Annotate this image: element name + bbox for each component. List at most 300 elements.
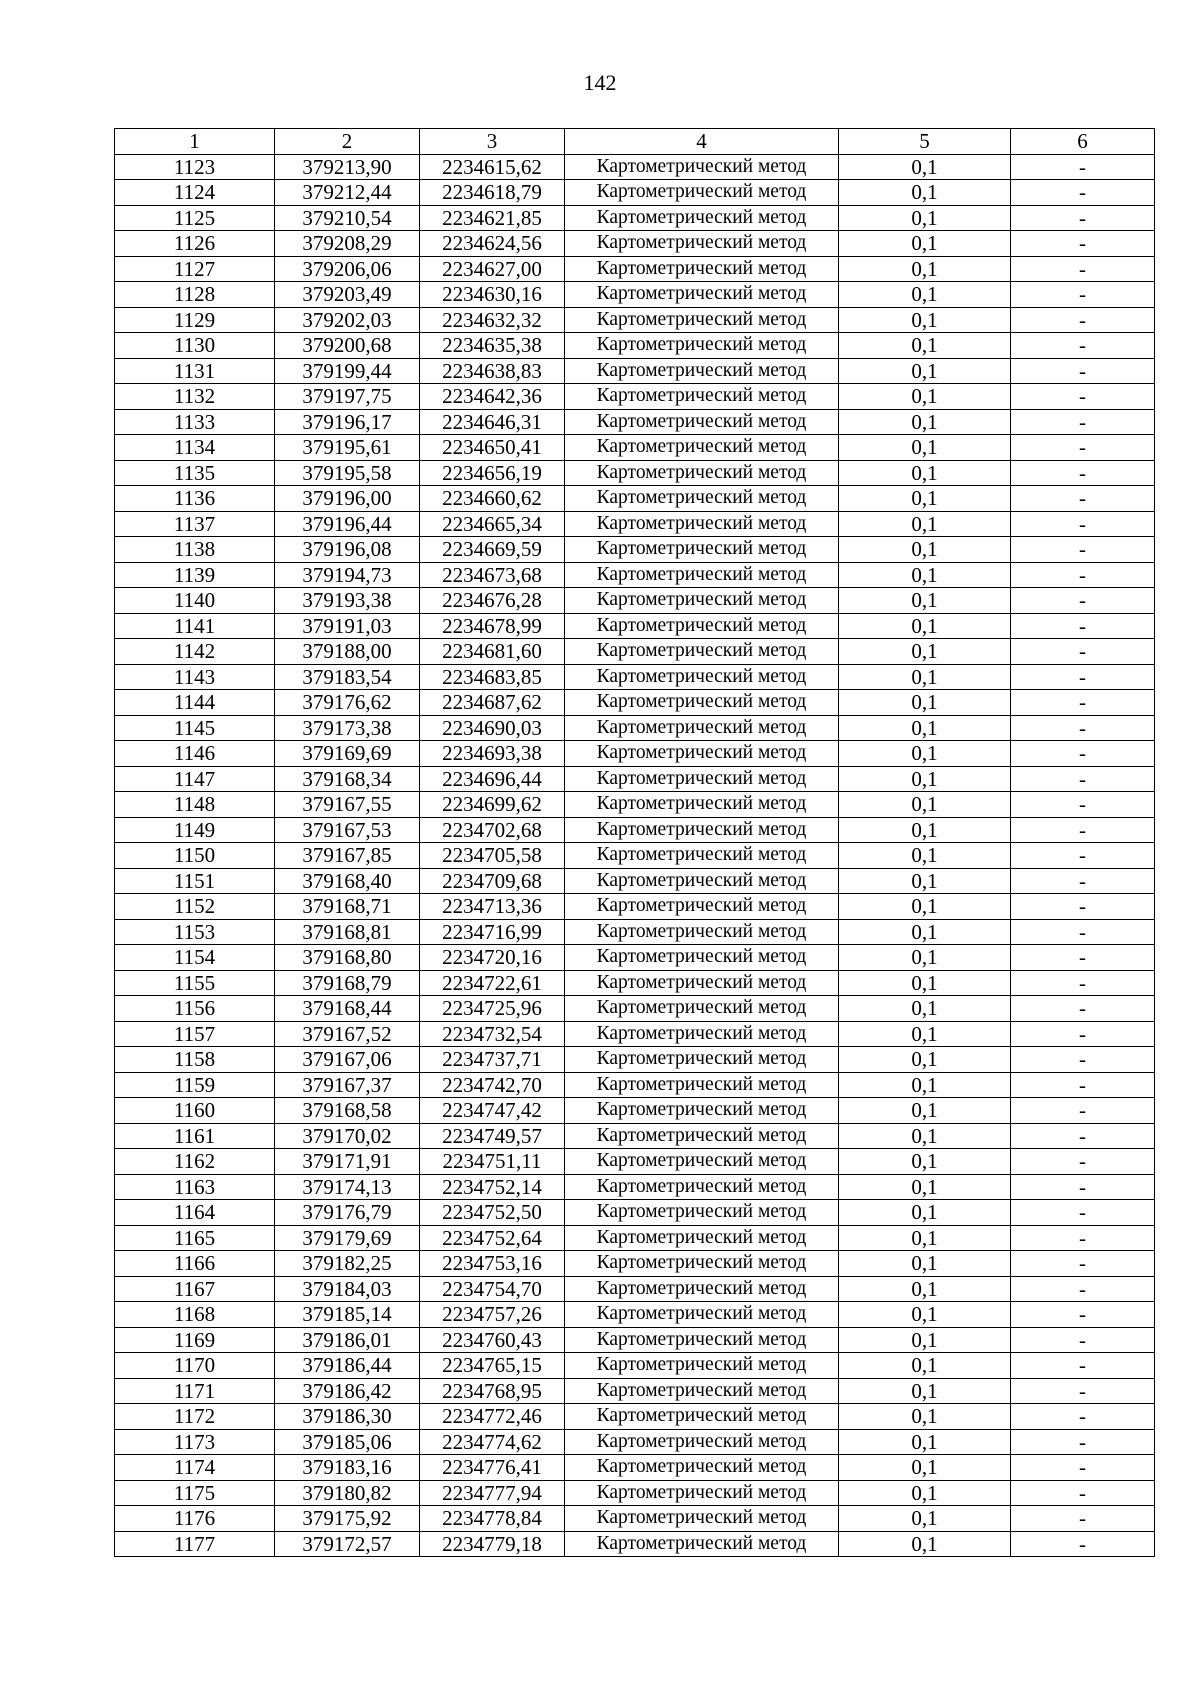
precision-cell: 0,1 [839, 766, 1011, 792]
note-cell: - [1011, 664, 1155, 690]
y-coordinate-cell: 2234683,85 [420, 664, 565, 690]
method-cell: Картометрический метод [565, 333, 839, 359]
column-header: 1 [115, 129, 275, 155]
method-cell: Картометрический метод [565, 817, 839, 843]
method-cell: Картометрический метод [565, 256, 839, 282]
table-row [115, 180, 1155, 206]
table-row [115, 588, 1155, 614]
y-coordinate-cell: 2234650,41 [420, 435, 565, 461]
precision-cell: 0,1 [839, 868, 1011, 894]
precision-cell: 0,1 [839, 409, 1011, 435]
note-cell: - [1011, 1302, 1155, 1328]
table-row [115, 1098, 1155, 1124]
point-number-cell: 1129 [115, 307, 275, 333]
x-coordinate-cell: 379167,85 [275, 843, 420, 869]
method-cell: Картометрический метод [565, 1276, 839, 1302]
y-coordinate-cell: 2234630,16 [420, 282, 565, 308]
note-cell: - [1011, 1200, 1155, 1226]
note-cell: - [1011, 1149, 1155, 1175]
note-cell: - [1011, 460, 1155, 486]
table-row [115, 1353, 1155, 1379]
x-coordinate-cell: 379194,73 [275, 562, 420, 588]
table-row [115, 154, 1155, 180]
table-row [115, 205, 1155, 231]
table-row [115, 1047, 1155, 1073]
precision-cell: 0,1 [839, 664, 1011, 690]
point-number-cell: 1159 [115, 1072, 275, 1098]
precision-cell: 0,1 [839, 537, 1011, 563]
y-coordinate-cell: 2234749,57 [420, 1123, 565, 1149]
table-row [115, 1429, 1155, 1455]
point-number-cell: 1172 [115, 1404, 275, 1430]
note-cell: - [1011, 588, 1155, 614]
note-cell: - [1011, 1429, 1155, 1455]
method-cell: Картометрический метод [565, 1531, 839, 1557]
table-row [115, 1327, 1155, 1353]
table-header [115, 129, 1155, 155]
note-cell: - [1011, 766, 1155, 792]
x-coordinate-cell: 379174,13 [275, 1174, 420, 1200]
y-coordinate-cell: 2234752,14 [420, 1174, 565, 1200]
precision-cell: 0,1 [839, 384, 1011, 410]
y-coordinate-cell: 2234716,99 [420, 919, 565, 945]
table-row [115, 1225, 1155, 1251]
method-cell: Картометрический метод [565, 639, 839, 665]
point-number-cell: 1174 [115, 1455, 275, 1481]
y-coordinate-cell: 2234638,83 [420, 358, 565, 384]
precision-cell: 0,1 [839, 1506, 1011, 1532]
method-cell: Картометрический метод [565, 1404, 839, 1430]
table-row [115, 664, 1155, 690]
precision-cell: 0,1 [839, 1480, 1011, 1506]
method-cell: Картометрический метод [565, 945, 839, 971]
method-cell: Картометрический метод [565, 231, 839, 257]
precision-cell: 0,1 [839, 1327, 1011, 1353]
y-coordinate-cell: 2234646,31 [420, 409, 565, 435]
precision-cell: 0,1 [839, 256, 1011, 282]
method-cell: Картометрический метод [565, 792, 839, 818]
x-coordinate-cell: 379200,68 [275, 333, 420, 359]
note-cell: - [1011, 1225, 1155, 1251]
precision-cell: 0,1 [839, 843, 1011, 869]
y-coordinate-cell: 2234635,38 [420, 333, 565, 359]
precision-cell: 0,1 [839, 1072, 1011, 1098]
precision-cell: 0,1 [839, 1353, 1011, 1379]
precision-cell: 0,1 [839, 1174, 1011, 1200]
note-cell: - [1011, 333, 1155, 359]
y-coordinate-cell: 2234624,56 [420, 231, 565, 257]
table-row [115, 1302, 1155, 1328]
y-coordinate-cell: 2234678,99 [420, 613, 565, 639]
point-number-cell: 1131 [115, 358, 275, 384]
x-coordinate-cell: 379206,06 [275, 256, 420, 282]
x-coordinate-cell: 379212,44 [275, 180, 420, 206]
y-coordinate-cell: 2234665,34 [420, 511, 565, 537]
method-cell: Картометрический метод [565, 664, 839, 690]
note-cell: - [1011, 205, 1155, 231]
method-cell: Картометрический метод [565, 715, 839, 741]
y-coordinate-cell: 2234779,18 [420, 1531, 565, 1557]
y-coordinate-cell: 2234778,84 [420, 1506, 565, 1532]
point-number-cell: 1123 [115, 154, 275, 180]
note-cell: - [1011, 384, 1155, 410]
precision-cell: 0,1 [839, 1378, 1011, 1404]
point-number-cell: 1151 [115, 868, 275, 894]
point-number-cell: 1141 [115, 613, 275, 639]
note-cell: - [1011, 1276, 1155, 1302]
y-coordinate-cell: 2234709,68 [420, 868, 565, 894]
precision-cell: 0,1 [839, 1098, 1011, 1124]
y-coordinate-cell: 2234732,54 [420, 1021, 565, 1047]
column-header: 5 [839, 129, 1011, 155]
precision-cell: 0,1 [839, 945, 1011, 971]
y-coordinate-cell: 2234776,41 [420, 1455, 565, 1481]
point-number-cell: 1150 [115, 843, 275, 869]
point-number-cell: 1133 [115, 409, 275, 435]
method-cell: Картометрический метод [565, 690, 839, 716]
x-coordinate-cell: 379176,79 [275, 1200, 420, 1226]
table-row [115, 435, 1155, 461]
y-coordinate-cell: 2234742,70 [420, 1072, 565, 1098]
precision-cell: 0,1 [839, 231, 1011, 257]
precision-cell: 0,1 [839, 919, 1011, 945]
method-cell: Картометрический метод [565, 741, 839, 767]
table-row [115, 1506, 1155, 1532]
method-cell: Картометрический метод [565, 1353, 839, 1379]
x-coordinate-cell: 379183,16 [275, 1455, 420, 1481]
table-row [115, 1123, 1155, 1149]
y-coordinate-cell: 2234687,62 [420, 690, 565, 716]
point-number-cell: 1125 [115, 205, 275, 231]
y-coordinate-cell: 2234752,50 [420, 1200, 565, 1226]
method-cell: Картометрический метод [565, 766, 839, 792]
note-cell: - [1011, 358, 1155, 384]
x-coordinate-cell: 379182,25 [275, 1251, 420, 1277]
y-coordinate-cell: 2234722,61 [420, 970, 565, 996]
note-cell: - [1011, 231, 1155, 257]
x-coordinate-cell: 379197,75 [275, 384, 420, 410]
point-number-cell: 1177 [115, 1531, 275, 1557]
column-header: 4 [565, 129, 839, 155]
note-cell: - [1011, 537, 1155, 563]
table-row [115, 1149, 1155, 1175]
table-row [115, 1021, 1155, 1047]
y-coordinate-cell: 2234777,94 [420, 1480, 565, 1506]
method-cell: Картометрический метод [565, 486, 839, 512]
note-cell: - [1011, 1353, 1155, 1379]
note-cell: - [1011, 741, 1155, 767]
x-coordinate-cell: 379168,44 [275, 996, 420, 1022]
table-row [115, 1480, 1155, 1506]
note-cell: - [1011, 435, 1155, 461]
x-coordinate-cell: 379196,08 [275, 537, 420, 563]
precision-cell: 0,1 [839, 1225, 1011, 1251]
x-coordinate-cell: 379210,54 [275, 205, 420, 231]
note-cell: - [1011, 1098, 1155, 1124]
point-number-cell: 1136 [115, 486, 275, 512]
note-cell: - [1011, 409, 1155, 435]
x-coordinate-cell: 379193,38 [275, 588, 420, 614]
method-cell: Картометрический метод [565, 409, 839, 435]
x-coordinate-cell: 379167,53 [275, 817, 420, 843]
header-row [115, 129, 1155, 155]
method-cell: Картометрический метод [565, 894, 839, 920]
note-cell: - [1011, 282, 1155, 308]
x-coordinate-cell: 379196,44 [275, 511, 420, 537]
precision-cell: 0,1 [839, 1276, 1011, 1302]
note-cell: - [1011, 1404, 1155, 1430]
precision-cell: 0,1 [839, 333, 1011, 359]
precision-cell: 0,1 [839, 460, 1011, 486]
table-row [115, 766, 1155, 792]
precision-cell: 0,1 [839, 741, 1011, 767]
table-row [115, 486, 1155, 512]
table-row [115, 715, 1155, 741]
method-cell: Картометрический метод [565, 843, 839, 869]
precision-cell: 0,1 [839, 1429, 1011, 1455]
precision-cell: 0,1 [839, 358, 1011, 384]
method-cell: Картометрический метод [565, 1251, 839, 1277]
note-cell: - [1011, 1174, 1155, 1200]
note-cell: - [1011, 562, 1155, 588]
x-coordinate-cell: 379168,34 [275, 766, 420, 792]
note-cell: - [1011, 945, 1155, 971]
precision-cell: 0,1 [839, 154, 1011, 180]
table-row [115, 690, 1155, 716]
note-cell: - [1011, 639, 1155, 665]
table-row [115, 307, 1155, 333]
method-cell: Картометрический метод [565, 358, 839, 384]
note-cell: - [1011, 843, 1155, 869]
x-coordinate-cell: 379196,00 [275, 486, 420, 512]
method-cell: Картометрический метод [565, 588, 839, 614]
table-row [115, 384, 1155, 410]
column-header: 6 [1011, 129, 1155, 155]
method-cell: Картометрический метод [565, 1047, 839, 1073]
y-coordinate-cell: 2234725,96 [420, 996, 565, 1022]
point-number-cell: 1143 [115, 664, 275, 690]
point-number-cell: 1160 [115, 1098, 275, 1124]
x-coordinate-cell: 379170,02 [275, 1123, 420, 1149]
table-row [115, 1174, 1155, 1200]
point-number-cell: 1130 [115, 333, 275, 359]
y-coordinate-cell: 2234642,36 [420, 384, 565, 410]
table-row [115, 945, 1155, 971]
x-coordinate-cell: 379195,58 [275, 460, 420, 486]
precision-cell: 0,1 [839, 1021, 1011, 1047]
x-coordinate-cell: 379179,69 [275, 1225, 420, 1251]
x-coordinate-cell: 379196,17 [275, 409, 420, 435]
method-cell: Картометрический метод [565, 307, 839, 333]
y-coordinate-cell: 2234615,62 [420, 154, 565, 180]
note-cell: - [1011, 486, 1155, 512]
point-number-cell: 1145 [115, 715, 275, 741]
note-cell: - [1011, 1021, 1155, 1047]
point-number-cell: 1162 [115, 1149, 275, 1175]
precision-cell: 0,1 [839, 562, 1011, 588]
point-number-cell: 1166 [115, 1251, 275, 1277]
x-coordinate-cell: 379202,03 [275, 307, 420, 333]
table-row [115, 996, 1155, 1022]
table-row [115, 970, 1155, 996]
note-cell: - [1011, 1455, 1155, 1481]
page-number: 142 [583, 70, 617, 95]
method-cell: Картометрический метод [565, 384, 839, 410]
y-coordinate-cell: 2234751,11 [420, 1149, 565, 1175]
y-coordinate-cell: 2234696,44 [420, 766, 565, 792]
precision-cell: 0,1 [839, 894, 1011, 920]
method-cell: Картометрический метод [565, 1302, 839, 1328]
note-cell: - [1011, 817, 1155, 843]
precision-cell: 0,1 [839, 792, 1011, 818]
point-number-cell: 1173 [115, 1429, 275, 1455]
x-coordinate-cell: 379168,81 [275, 919, 420, 945]
y-coordinate-cell: 2234699,62 [420, 792, 565, 818]
precision-cell: 0,1 [839, 282, 1011, 308]
x-coordinate-cell: 379167,37 [275, 1072, 420, 1098]
point-number-cell: 1149 [115, 817, 275, 843]
y-coordinate-cell: 2234693,38 [420, 741, 565, 767]
method-cell: Картометрический метод [565, 996, 839, 1022]
y-coordinate-cell: 2234720,16 [420, 945, 565, 971]
x-coordinate-cell: 379168,71 [275, 894, 420, 920]
point-number-cell: 1163 [115, 1174, 275, 1200]
table-row [115, 843, 1155, 869]
point-number-cell: 1169 [115, 1327, 275, 1353]
x-coordinate-cell: 379195,61 [275, 435, 420, 461]
table-row [115, 741, 1155, 767]
point-number-cell: 1140 [115, 588, 275, 614]
method-cell: Картометрический метод [565, 1455, 839, 1481]
note-cell: - [1011, 613, 1155, 639]
x-coordinate-cell: 379186,30 [275, 1404, 420, 1430]
table-row [115, 792, 1155, 818]
x-coordinate-cell: 379185,06 [275, 1429, 420, 1455]
precision-cell: 0,1 [839, 486, 1011, 512]
point-number-cell: 1175 [115, 1480, 275, 1506]
method-cell: Картометрический метод [565, 613, 839, 639]
method-cell: Картометрический метод [565, 1149, 839, 1175]
point-number-cell: 1176 [115, 1506, 275, 1532]
y-coordinate-cell: 2234632,32 [420, 307, 565, 333]
x-coordinate-cell: 379168,58 [275, 1098, 420, 1124]
note-cell: - [1011, 792, 1155, 818]
method-cell: Картометрический метод [565, 1480, 839, 1506]
method-cell: Картометрический метод [565, 1021, 839, 1047]
table-row [115, 1251, 1155, 1277]
precision-cell: 0,1 [839, 1455, 1011, 1481]
precision-cell: 0,1 [839, 817, 1011, 843]
x-coordinate-cell: 379168,80 [275, 945, 420, 971]
y-coordinate-cell: 2234713,36 [420, 894, 565, 920]
y-coordinate-cell: 2234656,19 [420, 460, 565, 486]
method-cell: Картометрический метод [565, 1327, 839, 1353]
y-coordinate-cell: 2234660,62 [420, 486, 565, 512]
method-cell: Картометрический метод [565, 1098, 839, 1124]
table-row [115, 919, 1155, 945]
x-coordinate-cell: 379188,00 [275, 639, 420, 665]
point-number-cell: 1135 [115, 460, 275, 486]
x-coordinate-cell: 379176,62 [275, 690, 420, 716]
y-coordinate-cell: 2234676,28 [420, 588, 565, 614]
y-coordinate-cell: 2234681,60 [420, 639, 565, 665]
table-row [115, 1200, 1155, 1226]
point-number-cell: 1153 [115, 919, 275, 945]
x-coordinate-cell: 379213,90 [275, 154, 420, 180]
y-coordinate-cell: 2234774,62 [420, 1429, 565, 1455]
y-coordinate-cell: 2234753,16 [420, 1251, 565, 1277]
precision-cell: 0,1 [839, 970, 1011, 996]
point-number-cell: 1164 [115, 1200, 275, 1226]
column-header: 2 [275, 129, 420, 155]
y-coordinate-cell: 2234669,59 [420, 537, 565, 563]
precision-cell: 0,1 [839, 1149, 1011, 1175]
table-row [115, 537, 1155, 563]
y-coordinate-cell: 2234757,26 [420, 1302, 565, 1328]
point-number-cell: 1132 [115, 384, 275, 410]
y-coordinate-cell: 2234627,00 [420, 256, 565, 282]
table-row [115, 1378, 1155, 1404]
point-number-cell: 1157 [115, 1021, 275, 1047]
table-row [115, 1072, 1155, 1098]
x-coordinate-cell: 379208,29 [275, 231, 420, 257]
x-coordinate-cell: 379173,38 [275, 715, 420, 741]
method-cell: Картометрический метод [565, 1123, 839, 1149]
y-coordinate-cell: 2234768,95 [420, 1378, 565, 1404]
table-row [115, 1531, 1155, 1557]
point-number-cell: 1155 [115, 970, 275, 996]
x-coordinate-cell: 379186,44 [275, 1353, 420, 1379]
y-coordinate-cell: 2234618,79 [420, 180, 565, 206]
y-coordinate-cell: 2234705,58 [420, 843, 565, 869]
table-row [115, 1276, 1155, 1302]
point-number-cell: 1138 [115, 537, 275, 563]
column-header: 3 [420, 129, 565, 155]
point-number-cell: 1152 [115, 894, 275, 920]
precision-cell: 0,1 [839, 996, 1011, 1022]
method-cell: Картометрический метод [565, 1506, 839, 1532]
x-coordinate-cell: 379171,91 [275, 1149, 420, 1175]
note-cell: - [1011, 511, 1155, 537]
method-cell: Картометрический метод [565, 562, 839, 588]
x-coordinate-cell: 379191,03 [275, 613, 420, 639]
table-row [115, 511, 1155, 537]
point-number-cell: 1154 [115, 945, 275, 971]
point-number-cell: 1165 [115, 1225, 275, 1251]
note-cell: - [1011, 180, 1155, 206]
table-row [115, 817, 1155, 843]
y-coordinate-cell: 2234673,68 [420, 562, 565, 588]
method-cell: Картометрический метод [565, 1225, 839, 1251]
point-number-cell: 1158 [115, 1047, 275, 1073]
precision-cell: 0,1 [839, 435, 1011, 461]
note-cell: - [1011, 715, 1155, 741]
table-body [115, 154, 1155, 1557]
table-row [115, 868, 1155, 894]
method-cell: Картометрический метод [565, 1378, 839, 1404]
note-cell: - [1011, 996, 1155, 1022]
coordinates-table [114, 128, 1155, 1557]
table-row [115, 358, 1155, 384]
method-cell: Картометрический метод [565, 919, 839, 945]
precision-cell: 0,1 [839, 1123, 1011, 1149]
precision-cell: 0,1 [839, 511, 1011, 537]
table-row [115, 894, 1155, 920]
x-coordinate-cell: 379175,92 [275, 1506, 420, 1532]
x-coordinate-cell: 379199,44 [275, 358, 420, 384]
precision-cell: 0,1 [839, 1047, 1011, 1073]
point-number-cell: 1170 [115, 1353, 275, 1379]
